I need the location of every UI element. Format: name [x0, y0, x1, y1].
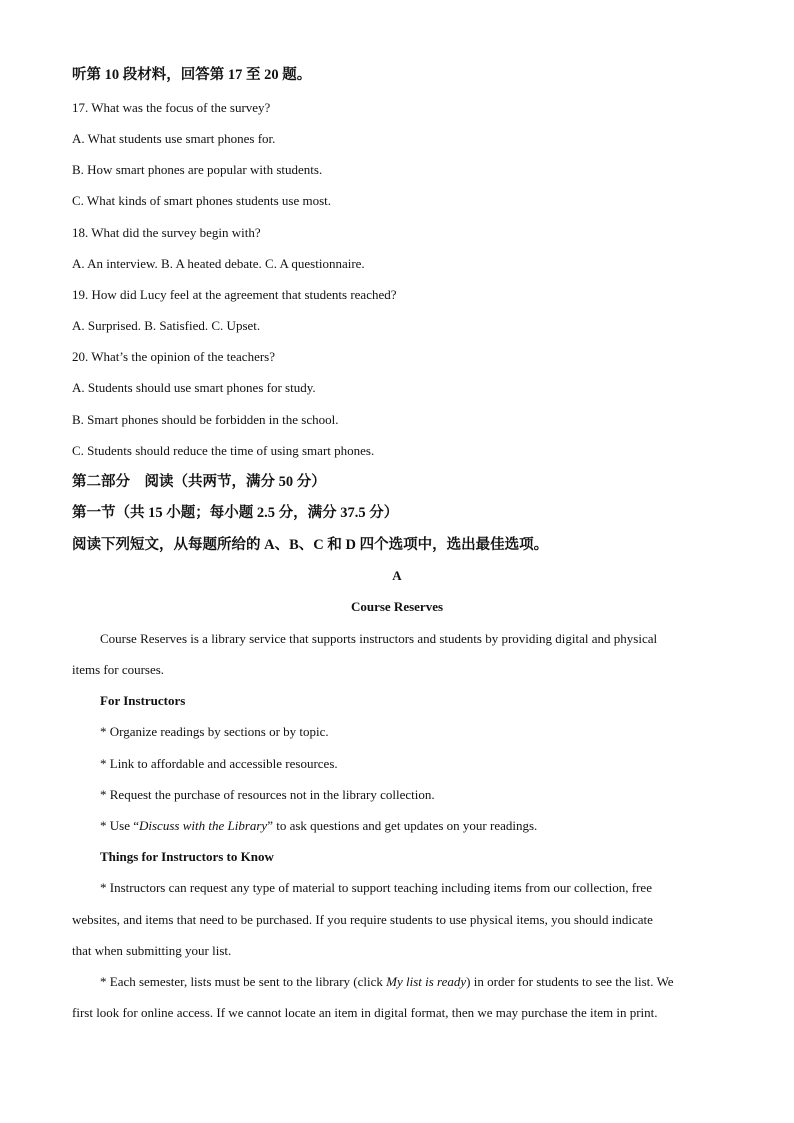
q18-options: A. An interview. B. A heated debate. C. A questionnaire. — [72, 256, 365, 271]
bullet-4-post: ” to ask questions and get updates on your readings. — [267, 818, 538, 833]
q17-option-a: A. What students use smart phones for. — [72, 131, 276, 146]
q17-option-c: C. What kinds of smart phones students use most. — [72, 193, 332, 208]
bullet-4-pre: * Use “ — [100, 818, 139, 833]
for-instructors-heading: For Instructors — [100, 693, 186, 708]
p2-line-1-post: ) in order for students to see the list. We — [466, 974, 674, 989]
reading-section-title: 第一节（共 15 小题；每小题 2.5 分，满分 37.5 分） — [72, 505, 399, 521]
bullet-2: * Link to affordable and accessible resources. — [100, 756, 338, 771]
p2-line-1-pre: * Each semester, lists must be sent to the library (click — [100, 974, 387, 989]
reading-part-title: 第二部分 阅读（共两节，满分 50 分） — [72, 474, 326, 490]
question-18: 18. What did the survey begin with? — [72, 225, 261, 240]
listening-instruction: 听第 10 段材料，回答第 17 至 20 题。 — [72, 67, 312, 83]
p2-line-1 — [100, 974, 674, 990]
question-17: 17. What was the focus of the survey? — [72, 100, 271, 115]
p2-line-2: first look for online access. If we cannot locate an item in digital format, then we may purchase the item in print. — [72, 1005, 658, 1020]
p2-line-1-italic: My list is ready — [386, 974, 467, 989]
intro-line-2: items for courses. — [72, 662, 165, 677]
passage-title: Course Reserves — [350, 599, 444, 614]
q17-option-b: B. How smart phones are popular with students. — [72, 162, 323, 177]
bullet-3: * Request the purchase of resources not in the library collection. — [100, 787, 435, 802]
reading-instruction: 阅读下列短文，从每题所给的 A、B、C 和 D 四个选项中，选出最佳选项。 — [72, 537, 549, 553]
intro-line-1: Course Reserves is a library service that supports instructors and students by providing digital and physical — [100, 631, 658, 646]
q20-option-c: C. Students should reduce the time of using smart phones. — [72, 443, 375, 458]
p1-line-2: websites, and items that need to be purchased. If you require students to use physical items, you should indicate — [72, 912, 653, 927]
bullet-4 — [100, 818, 537, 834]
p1-line-3: that when submitting your list. — [72, 943, 232, 958]
p1-line-1: * Instructors can request any type of material to support teaching including items from our collection, free — [100, 880, 652, 895]
things-heading: Things for Instructors to Know — [100, 849, 274, 864]
passage-label: A — [392, 568, 402, 583]
bullet-4-italic: Discuss with the Library — [139, 818, 268, 833]
q20-option-b: B. Smart phones should be forbidden in the school. — [72, 412, 339, 427]
q19-options: A. Surprised. B. Satisfied. C. Upset. — [72, 318, 261, 333]
q20-option-a: A. Students should use smart phones for study. — [72, 380, 316, 395]
question-20: 20. What’s the opinion of the teachers? — [72, 349, 276, 364]
bullet-1: * Organize readings by sections or by topic. — [100, 724, 329, 739]
question-19: 19. How did Lucy feel at the agreement that students reached? — [72, 287, 397, 302]
